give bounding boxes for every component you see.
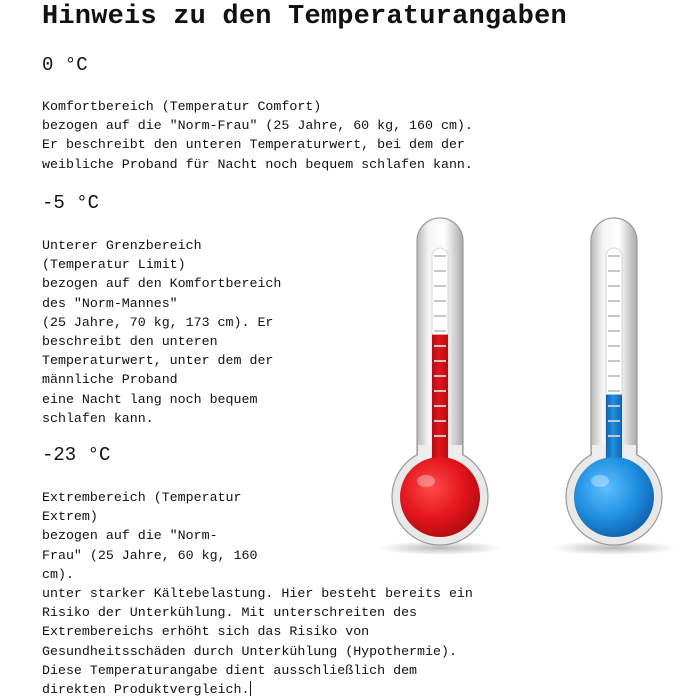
- thermometer-shadow: [552, 541, 676, 555]
- text-line-content: direkten Produktvergleich.: [42, 682, 250, 698]
- text-line: Risiko der Unterkühlung. Mit unterschreiten des: [42, 605, 418, 621]
- text-line: Komfortbereich (Temperatur Comfort): [42, 99, 322, 114]
- text-line: Frau" (25 Jahre, 60 kg, 160: [42, 547, 258, 563]
- text-line: (25 Jahre, 70 kg, 173 cm). Er: [42, 314, 274, 330]
- extreme-description: [42, 488, 473, 699]
- page-title: Hinweis zu den Temperaturangaben: [42, 2, 567, 32]
- thermometer-highlight: [591, 475, 609, 487]
- text-line: bezogen auf den Komfortbereich: [42, 276, 282, 292]
- text-line: des "Norm-Mannes": [42, 295, 178, 311]
- text-line: Extrem): [42, 509, 98, 525]
- text-line: cm).: [42, 566, 74, 582]
- text-line: männliche Proband: [42, 372, 178, 388]
- thermometer-neck: [592, 445, 636, 465]
- text-line: Extrembereich (Temperatur: [42, 490, 242, 505]
- thermometer-bulb-glass: [566, 449, 662, 545]
- limit-temperature: -5 °C: [42, 192, 100, 214]
- text-cursor: [250, 681, 251, 696]
- blue-thermometer-icon: [552, 218, 676, 555]
- thermometer-liquid: [606, 395, 622, 482]
- thermometer-highlight: [417, 475, 435, 487]
- comfort-temperature: 0 °C: [42, 54, 88, 76]
- text-line: Er beschreibt den unteren Temperaturwert, bei dem der: [42, 137, 465, 153]
- text-line: weibliche Proband für Nacht noch bequem schlafen kann.: [42, 156, 473, 172]
- text-line: Extrembereichs erhöht sich das Risiko von: [42, 624, 370, 640]
- thermometer-channel: [432, 248, 448, 470]
- text-line: Diese Temperaturangabe dient ausschließlich dem: [42, 662, 418, 678]
- thermometer-channel: [606, 248, 622, 470]
- comfort-description: [42, 97, 473, 174]
- text-line: schlafen kann.: [42, 410, 154, 426]
- thermometer-tube: [417, 218, 463, 490]
- text-line: Unterer Grenzbereich: [42, 238, 202, 253]
- extreme-temperature: -23 °C: [42, 444, 111, 466]
- text-line: [42, 680, 473, 699]
- text-line: bezogen auf die "Norm-: [42, 528, 218, 544]
- thermometer-liquid-bulb: [574, 457, 654, 537]
- text-line: eine Nacht lang noch bequem: [42, 391, 258, 407]
- text-line: bezogen auf die "Norm-Frau" (25 Jahre, 60 kg, 160 cm).: [42, 118, 473, 134]
- text-line: Gesundheitsschäden durch Unterkühlung (Hypothermie).: [42, 643, 457, 659]
- text-line: beschreibt den unteren: [42, 334, 218, 350]
- thermometer-neck: [418, 445, 462, 465]
- thermometer-tube: [591, 218, 637, 490]
- text-line: unter starker Kältebelastung. Hier besteht bereits ein: [42, 586, 473, 602]
- limit-description: [42, 236, 281, 428]
- text-line: Temperaturwert, unter dem der: [42, 353, 274, 369]
- text-line: (Temperatur Limit): [42, 257, 186, 273]
- thermometer-liquid: [432, 335, 448, 482]
